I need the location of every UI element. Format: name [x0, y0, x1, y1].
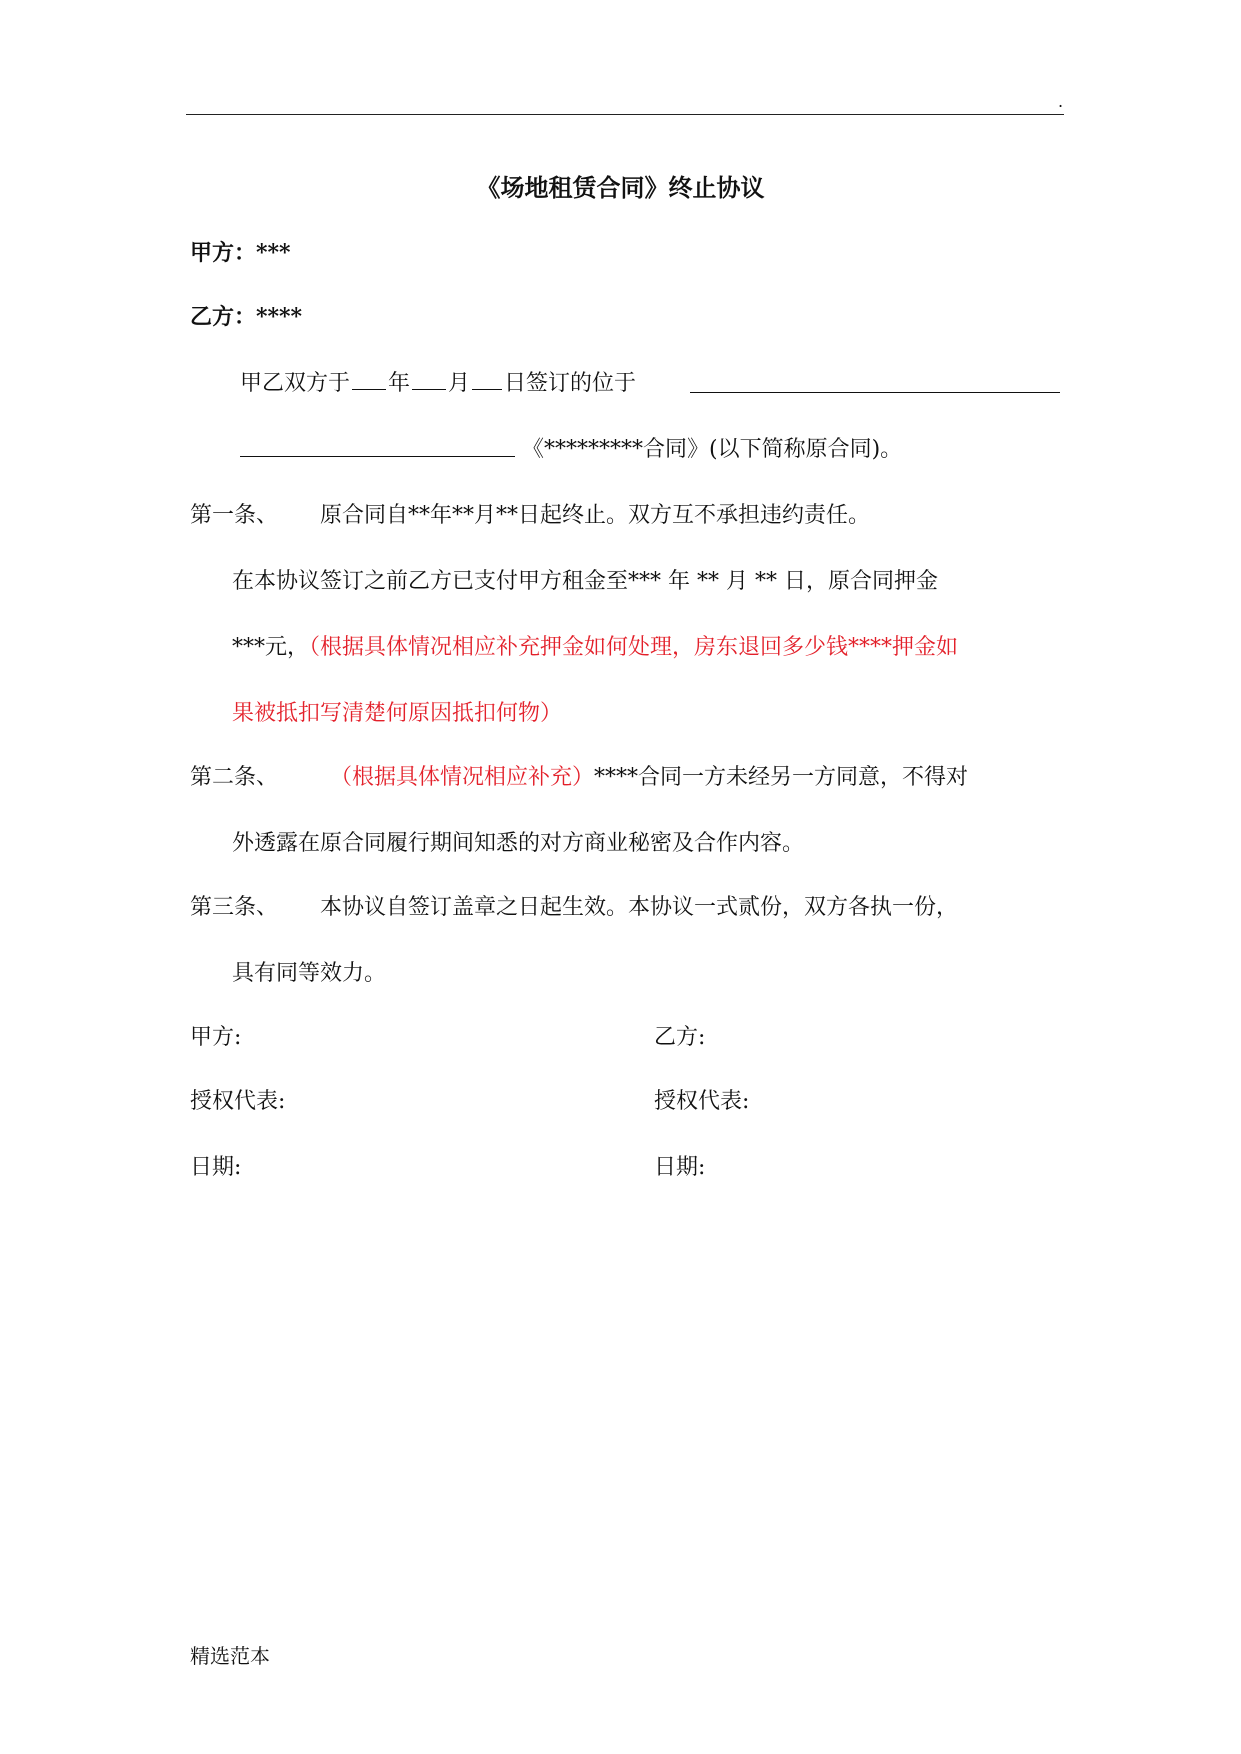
intro-year: 年: [388, 371, 411, 396]
intro-month: 月: [448, 371, 471, 396]
party-b-label: 乙方：: [190, 304, 257, 330]
header-rule: [186, 114, 1064, 115]
article-3-line-2: 具有同等效力。: [232, 961, 387, 986]
party-a-value: ***: [256, 240, 291, 266]
sign-rep-b: 授权代表:: [654, 1089, 750, 1114]
location-blank-2: [240, 456, 515, 457]
intro-start: 甲乙双方于: [240, 371, 351, 396]
month-blank: [412, 388, 446, 390]
article-3-label: 第三条、: [190, 895, 279, 920]
header-mark: .: [1058, 92, 1064, 111]
deposit-note: （根据具体情况相应补充押金如何处理，房东退回多少钱****押金如: [309, 635, 959, 660]
article-1-para-line-2: [232, 630, 958, 661]
sign-rep-a: 授权代表:: [190, 1089, 286, 1114]
sign-party-a: 甲方:: [190, 1025, 242, 1050]
article-1-text: 原合同自**年**月**日起终止。双方互不承担违约责任。: [320, 503, 871, 528]
party-a-label: 甲方：: [190, 240, 257, 266]
document-title: 《场地租赁合同》终止协议: [476, 173, 765, 202]
sign-date-a: 日期:: [190, 1155, 242, 1180]
deposit-amount: ***元，: [232, 635, 310, 660]
location-blank-1: [690, 392, 1060, 393]
article-1-para-line-3: 果被抵扣写清楚何原因抵扣何物）: [232, 701, 563, 726]
article-2-main: ****合同一方未经另一方同意，不得对: [594, 765, 969, 790]
intro-line-2: 《*********合同》(以下简称原合同)。: [522, 437, 903, 462]
footer-text: 精选范本: [190, 1644, 270, 1668]
intro-line-1: [240, 366, 636, 397]
party-a-line: [190, 236, 291, 267]
day-blank: [472, 388, 502, 390]
intro-day-text: 日签订的位于: [504, 371, 637, 396]
article-1-label: 第一条、: [190, 503, 279, 528]
article-2-label: 第二条、: [190, 765, 279, 790]
article-1-para-line-1: 在本协议签订之前乙方已支付甲方租金至*** 年 ** 月 ** 日，原合同押金: [232, 569, 938, 594]
sign-party-b: 乙方:: [654, 1025, 706, 1050]
article-2-text: [330, 760, 968, 791]
article-3-text: 本协议自签订盖章之日起生效。本协议一式贰份，双方各执一份，: [320, 895, 959, 920]
party-b-line: [190, 300, 302, 331]
sign-date-b: 日期:: [654, 1155, 706, 1180]
article-2-line-2: 外透露在原合同履行期间知悉的对方商业秘密及合作内容。: [232, 831, 805, 856]
party-b-value: ****: [256, 304, 303, 330]
article-2-note: （根据具体情况相应补充）: [330, 765, 595, 790]
year-blank: [352, 388, 386, 390]
